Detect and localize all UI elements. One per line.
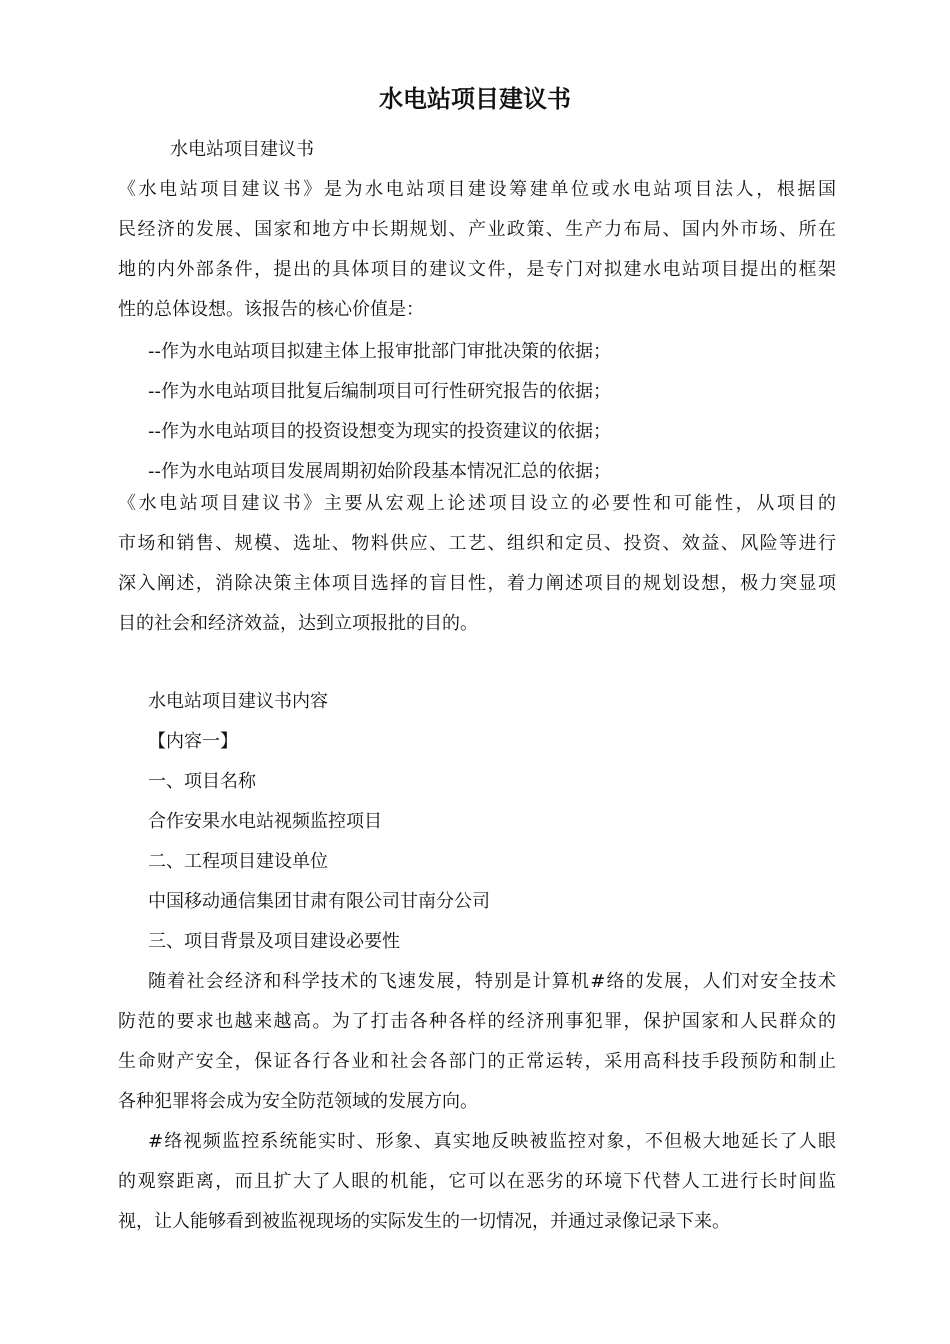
background-line: 的观察距离，而且扩大了人眼的机能，它可以在恶劣的环境下代替人工进行长时间监 [118,1171,836,1192]
summary-line: 目的社会和经济效益，达到立项报批的目的。 [118,613,478,634]
background-line: 视，让人能够看到被监视现场的实际发生的一切情况，并通过录像记录下来。 [118,1211,730,1232]
summary-line: 深入阐述，消除决策主体项目选择的盲目性，着力阐述项目的规划设想，极力突显项 [118,573,836,594]
content-part-label: 【内容一】 [148,731,238,752]
background-line: 各种犯罪将会成为安全防范领域的发展方向。 [118,1091,478,1112]
intro-line: 地的内外部条件，提出的具体项目的建议文件，是专门对拟建水电站项目提出的框架 [118,259,836,280]
intro-line: 《水电站项目建议书》是为水电站项目建设筹建单位或水电站项目法人，根据国 [118,179,836,200]
project-name: 合作安果水电站视频监控项目 [148,811,382,832]
summary-line: 市场和销售、规模、选址、物料供应、工艺、组织和定员、投资、效益、风险等进行 [118,533,836,554]
construction-unit: 中国移动通信集团甘肃有限公司甘南分公司 [148,891,490,912]
content-heading: 水电站项目建议书内容 [148,691,328,712]
section-heading: 二、工程项目建设单位 [148,851,328,872]
background-line: 防范的要求也越来越高。为了打击各种各样的经济刑事犯罪，保护国家和人民群众的 [118,1011,836,1032]
background-line: 随着社会经济和科学技术的飞速发展，特别是计算机#络的发展，人们对安全技术 [148,971,836,992]
summary-line: 《水电站项目建议书》主要从宏观上论述项目设立的必要性和可能性，从项目的 [118,493,836,514]
value-item: --作为水电站项目批复后编制项目可行性研究报告的依据； [148,381,611,402]
document-title: 水电站项目建议书 [379,85,571,113]
value-item: --作为水电站项目发展周期初始阶段基本情况汇总的依据； [148,461,611,482]
value-item: --作为水电站项目的投资设想变为现实的投资建议的依据； [148,421,611,442]
background-line: #络视频监控系统能实时、形象、真实地反映被监控对象，不但极大地延长了人眼 [148,1131,836,1152]
section-heading: 一、项目名称 [148,771,256,792]
value-item: --作为水电站项目拟建主体上报审批部门审批决策的依据； [148,341,611,362]
intro-line: 性的总体设想。该报告的核心价值是： [118,299,424,320]
document-subtitle: 水电站项目建议书 [170,139,314,160]
section-heading: 三、项目背景及项目建设必要性 [148,931,400,952]
background-line: 生命财产安全，保证各行各业和社会各部门的正常运转，采用高科技手段预防和制止 [118,1051,836,1072]
intro-line: 民经济的发展、国家和地方中长期规划、产业政策、生产力布局、国内外市场、所在 [118,219,836,240]
